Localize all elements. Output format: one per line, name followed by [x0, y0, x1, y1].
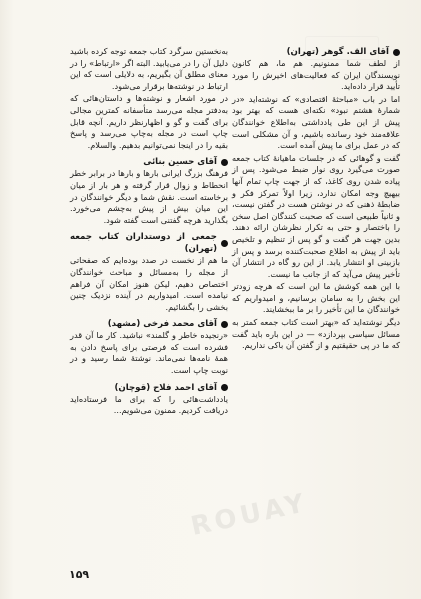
- letter-heading: [70, 231, 228, 255]
- body-paragraph: گفت و گوهائی که در جلسات ماهیانهٔ کتاب جمعه صورت می‌گیرد روی نوار ضبط می‌شود. پس از پیاده شدن روی کاغذ، که از جهت چاپ تمام آنها بیهیچ وجه امکان ندارد، زیرا اولاً تمرکز فکر و ضابطهٔ ذهنی که در نوشتن هست در گفتن نیست، و ثانیاً طبیعی است که صحبت کنندگان اصل سخن را باختصار و حتی به تکرار نظرشان ارائه دهند. بدین جهت هر گفت و گو پس از تنظیم و تلخیص باید از پیش به اطلاع صحبت‌کننده برسد و پس از بازبینی او انتشار یابد. از این رو گاه در انتشار آن تأخیر پیش می‌آید که از جانب ما نیست.: [232, 152, 400, 279]
- right-column: [232, 46, 400, 352]
- letter-heading-text: آقای محمد فرخی (مشهد): [107, 319, 217, 330]
- bullet-icon: [221, 159, 228, 166]
- bullet-icon: [221, 384, 228, 391]
- letter-heading-text: آقای حسین بنائی: [143, 157, 217, 168]
- body-paragraph: دیگر نوشته‌اید که «بهتر است کتاب جمعه کمتر به مسائل سیاسی بپردازد» — در این باره باید گفت که ما در پی حقیقتیم و از گفتن آن باکی نداریم.: [232, 317, 400, 351]
- letter-heading: [70, 382, 228, 394]
- body-paragraph: با این همه کوشش ما این است که هرچه زودتر این بخش را به سامان برسانیم، و امیدواریم که خوانندگان ما این تأخیر را بر ما ببخشایند.: [232, 281, 400, 315]
- bullet-icon: [393, 49, 400, 56]
- letter-heading-text: جمعی از دوستداران کتاب جمعه (تهران): [70, 232, 217, 255]
- bullet-icon: [221, 321, 228, 328]
- body-paragraph: از لطف شما ممنونیم. هم ما، هم کانون نویسندگان ایران که فعالیت‌های اخیرش را مورد تأیید قرار داده‌اید.: [232, 58, 400, 92]
- page-number: ۱۵۹: [69, 568, 90, 581]
- body-paragraph: ما هم از نخست در صدد بوده‌ایم که صفحاتی از مجله را به‌مسائل و مباحث خوانندگان اختصاص دهیم، لیکن هنوز امکان آن فراهم نیامده است. امیدواریم در آینده نزدیک چنین بخشی را بگشائیم.: [70, 255, 228, 312]
- left-column: [70, 46, 228, 417]
- letter-heading-text: آقای احمد فلاح (قوچان): [114, 382, 217, 393]
- letter-heading: [232, 46, 400, 58]
- body-paragraph: به‌نخستین سرگرد کتاب جمعه توجه کرده باشید دلیل آن را در می‌یابید. البته اگر «ارتباط» را در معنای مطلق آن بگیریم، به دلایلی است که این ارتباط در نوشته‌ها برقرار می‌شود.: [70, 46, 228, 91]
- bullet-icon: [221, 240, 228, 247]
- letter-heading: [70, 156, 228, 168]
- letter-heading-text: آقای الف. گوهر (تهران): [286, 47, 389, 57]
- body-paragraph: فرهنگ بزرگ ایرانی بارها و بارها در برابر خطر انحطاط و زوال قرار گرفته و هر بار از میان برخاسته است. نقش شما و دیگر خوانندگان در این میان بیش از پیش به‌چشم می‌خورد. بگذارید هرچه گفتنی است گفته شود.: [70, 168, 228, 225]
- watermark: ROUAY: [188, 487, 311, 543]
- body-paragraph: اما در باب «مباحثهٔ اقتصادی» که نوشته‌اید «در شمارهٔ هشتم نبود» نکته‌ای هست که بهتر بود پیش از این طی یادداشتی به‌اطلاع خوانندگان علاقه‌مند خود رسانده باشیم، و آن مشکلی است که در عمل برای ما پیش آمده است.: [232, 93, 400, 151]
- body-paragraph: «رنجیده خاطر و گلمند» نباشید. کار ما آن قدر فشرده است که فرصتی برای پاسخ دادن به همهٔ نامه‌ها نمی‌ماند. نوشتهٔ شما رسید و در نوبت چاپ است.: [70, 330, 228, 376]
- letter-heading: [70, 318, 228, 330]
- body-paragraph: یادداشت‌هائی را که برای ما فرستاده‌اید دریافت کردیم. ممنون می‌شویم...: [70, 393, 228, 416]
- body-paragraph: در مورد اشعار و نوشته‌ها و داستان‌هائی که به‌دفتر مجله می‌رسد متأسفانه کمترین مجالی برای گفت و گو و اظهارنظر داریم. آنچه قابل چاپ است در مجله به‌چاپ می‌رسد و پاسخ بقیه را در اینجا نمی‌توانیم بدهیم. والسلام.: [70, 93, 228, 150]
